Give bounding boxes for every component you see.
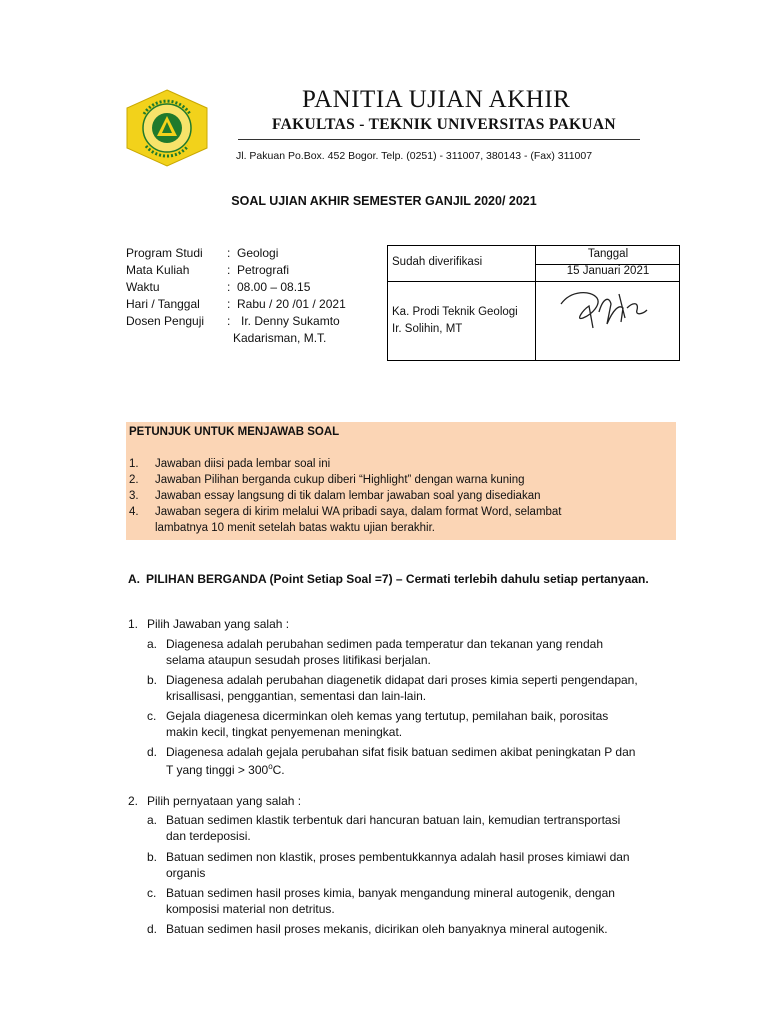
info-colon: :	[227, 314, 231, 328]
info-label-program: Program Studi	[126, 246, 203, 260]
instruction-text: Jawaban essay langsung di tik dalam lembar jawaban soal yang disediakan	[155, 490, 541, 502]
question-text: Pilih Jawaban yang salah :	[147, 617, 290, 631]
signature	[553, 284, 663, 339]
option-letter: a.	[147, 813, 158, 827]
verification-table	[387, 245, 680, 361]
exam-title: SOAL UJIAN AKHIR SEMESTER GANJIL 2020/ 2021	[231, 194, 537, 208]
option-text-part: T yang tinggi > 300	[166, 763, 269, 777]
info-colon: :	[227, 297, 231, 311]
option-text: Batuan sedimen hasil proses mekanis, dicirikan oleh banyaknya mineral autogenik.	[166, 922, 608, 936]
section-a-label: A.	[128, 572, 140, 586]
instruction-text: Jawaban Pilihan berganda cukup diberi “Highlight” dengan warna kuning	[155, 474, 525, 486]
instruction-text: Jawaban diisi pada lembar soal ini	[155, 458, 331, 470]
instruction-number: 4.	[129, 506, 139, 518]
info-label-course: Mata Kuliah	[126, 263, 190, 277]
instruction-number: 2.	[129, 474, 139, 486]
info-label-time: Waktu	[126, 280, 160, 294]
question-number: 1.	[128, 617, 139, 631]
verified-label: Sudah diverifikasi	[392, 256, 483, 268]
info-value-program: Geologi	[237, 246, 279, 260]
address-line: Jl. Pakuan Po.Box. 452 Bogor. Telp. (0251) - 311007, 380143 - (Fax) 311007	[236, 150, 593, 162]
option-letter: d.	[147, 922, 158, 936]
committee-title: PANITIA UJIAN AKHIR	[302, 86, 571, 113]
info-colon: :	[227, 280, 231, 294]
option-letter: a.	[147, 637, 158, 651]
signer-title: Ka. Prodi Teknik Geologi	[392, 306, 518, 318]
option-text: Diagenesa adalah perubahan sedimen pada temperatur dan tekanan yang rendah	[166, 637, 603, 651]
university-logo	[122, 88, 212, 168]
option-letter: d.	[147, 745, 158, 759]
info-colon: :	[227, 263, 231, 277]
info-label-date: Hari / Tanggal	[126, 297, 200, 311]
option-text: Batuan sedimen klastik terbentuk dari hancuran batuan lain, kemudian tertransportasi	[166, 813, 621, 827]
degree-superscript: o	[268, 762, 273, 771]
info-value-course: Petrografi	[237, 263, 290, 277]
option-letter: b.	[147, 850, 158, 864]
instructions-box	[126, 422, 676, 540]
instructions-heading: PETUNJUK UNTUK MENJAWAB SOAL	[129, 426, 340, 438]
option-text-continued: komposisi material non detritus.	[166, 902, 335, 916]
info-colon: :	[227, 246, 231, 260]
instruction-text: Jawaban segera di kirim melalui WA pribadi saya, dalam format Word, selambat	[155, 506, 562, 518]
info-value-time: 08.00 – 08.15	[237, 280, 311, 294]
instruction-number: 1.	[129, 458, 139, 470]
option-text-continued: selama ataupun sesudah proses litifikasi berjalan.	[166, 653, 431, 667]
option-text-part: C.	[272, 763, 285, 777]
date-value: 15 Januari 2021	[566, 265, 650, 277]
option-text-continued: krisallisasi, penggantian, sementasi dan lain-lain.	[166, 689, 427, 703]
info-value-examiner-line2: Kadarisman, M.T.	[233, 331, 327, 345]
signer-name: Ir. Solihin, MT	[392, 323, 463, 335]
info-value-date: Rabu / 20 /01 / 2021	[237, 297, 346, 311]
question-text: Pilih pernyataan yang salah :	[147, 794, 302, 808]
info-label-examiner: Dosen Penguji	[126, 314, 205, 328]
option-text: Gejala diagenesa dicerminkan oleh kemas yang tertutup, pemilahan baik, porositas	[166, 709, 609, 723]
option-text: Diagenesa adalah perubahan diagenetik didapat dari proses kimia seperti pengendapan,	[166, 673, 638, 687]
instruction-text-continued: lambatnya 10 menit setelah batas waktu ujian berakhir.	[155, 522, 435, 534]
date-header: Tanggal	[587, 248, 629, 260]
faculty-subtitle: FAKULTAS - TEKNIK UNIVERSITAS PAKUAN	[272, 116, 616, 133]
option-text: Batuan sedimen non klastik, proses pembentukkannya adalah hasil proses kimiawi dan	[166, 850, 630, 864]
question-number: 2.	[128, 794, 139, 808]
option-text-continued: dan terdeposisi.	[166, 829, 251, 843]
info-value-examiner: Ir. Denny Sukamto	[241, 314, 340, 328]
option-text-continued: makin kecil, tingkat penyemenan meningkat.	[166, 725, 403, 739]
option-letter: c.	[147, 709, 157, 723]
instruction-number: 3.	[129, 490, 139, 502]
option-text-continued	[166, 762, 285, 777]
option-text: Batuan sedimen hasil proses kimia, banyak mengandung mineral autogenik, dengan	[166, 886, 615, 900]
header-divider	[238, 139, 640, 140]
option-text-continued: organis	[166, 866, 206, 880]
option-letter: b.	[147, 673, 158, 687]
option-letter: c.	[147, 886, 157, 900]
section-a-heading: PILIHAN BERGANDA (Point Setiap Soal =7) – Cermati terlebih dahulu setiap pertanyaan.	[146, 572, 649, 586]
option-text: Diagenesa adalah gejala perubahan sifat fisik batuan sedimen akibat peningkatan P dan	[166, 745, 636, 759]
